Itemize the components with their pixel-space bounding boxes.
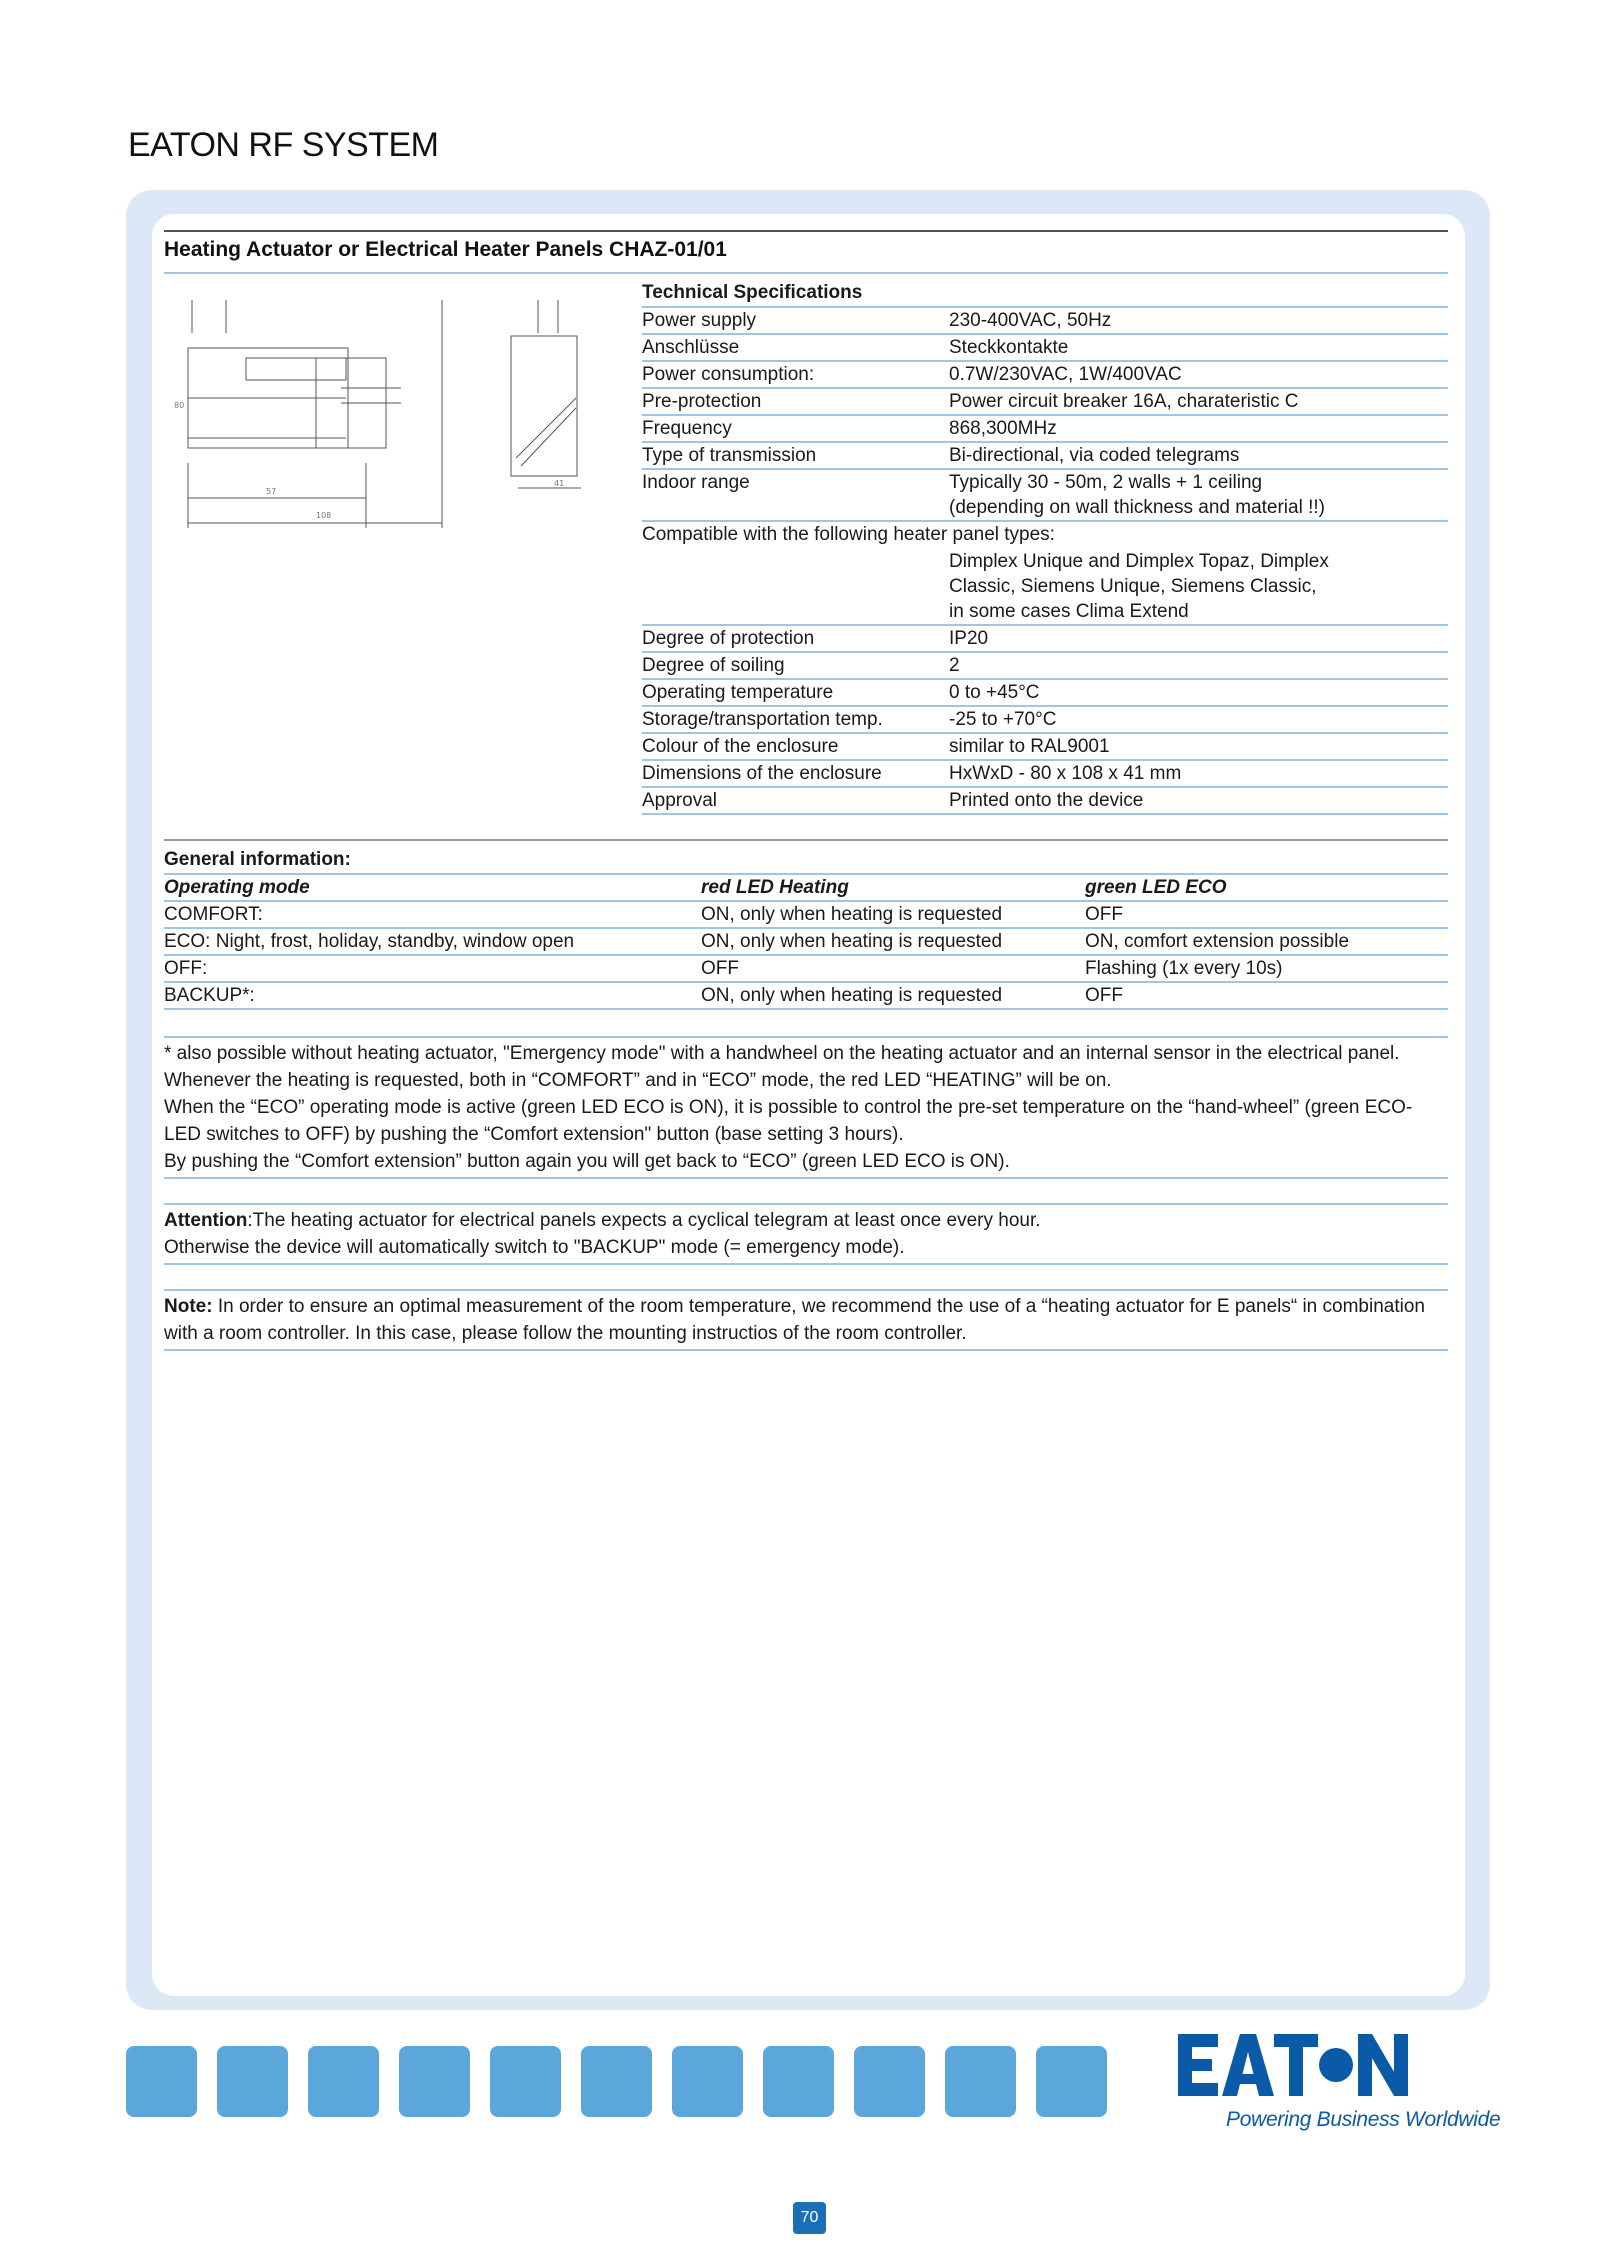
decor-square xyxy=(217,2046,288,2117)
spec-value: 230-400VAC, 50Hz xyxy=(949,310,1112,331)
brand-tagline: Powering Business Worldwide xyxy=(1226,2108,1501,2131)
column-header: Operating mode xyxy=(164,875,701,901)
spec-value: Printed onto the device xyxy=(949,790,1144,811)
table-cell: Flashing (1x every 10s) xyxy=(1085,955,1448,982)
spec-label: Degree of protection xyxy=(642,628,815,649)
attention-text-2: Otherwise the device will automatically switch to "BACKUP" mode (= emergency mode). xyxy=(164,1237,905,1258)
spec-value-line: Typically 30 - 50m, 2 walls + 1 ceiling xyxy=(949,472,1263,493)
table-cell: ON, comfort extension possible xyxy=(1085,928,1448,955)
note-label: Note: xyxy=(164,1296,213,1317)
compatible-line: Classic, Siemens Unique, Siemens Classic, xyxy=(949,576,1317,597)
eaton-logo xyxy=(1178,2030,1408,2100)
spec-row xyxy=(642,443,1448,470)
attention-text: :The heating actuator for electrical panels expects a cyclical telegram at least once every hour. xyxy=(247,1210,1041,1231)
spec-row xyxy=(642,626,1448,653)
spec-label: Power supply xyxy=(642,310,757,331)
table-header-row xyxy=(164,875,1448,901)
general-info-heading: General information: xyxy=(164,841,1448,875)
decor-square xyxy=(126,2046,197,2117)
decor-square xyxy=(1036,2046,1107,2117)
spec-value: IP20 xyxy=(949,628,989,649)
compatible-line: in some cases Clima Extend xyxy=(949,601,1189,622)
spec-value: Power circuit breaker 16A, charateristic C xyxy=(949,391,1299,412)
decor-square xyxy=(672,2046,743,2117)
table-cell: ON, only when heating is requested xyxy=(701,901,1085,928)
table-cell: BACKUP*: xyxy=(164,982,701,1009)
page-header-title: EATON RF SYSTEM xyxy=(128,126,439,164)
spec-label: Dimensions of the enclosure xyxy=(642,763,882,784)
note-line: * also possible without heating actuator, "Emergency mode" with a handwheel on the heating actuator and an internal sensor in the electrical panel. xyxy=(164,1043,1400,1064)
spec-label: Operating temperature xyxy=(642,682,834,703)
svg-text:108: 108 xyxy=(316,511,332,520)
table-row xyxy=(164,928,1448,955)
technical-specifications xyxy=(642,274,1448,829)
drawing-and-specs xyxy=(164,274,1448,829)
spec-label: Degree of soiling xyxy=(642,655,785,676)
decor-square xyxy=(945,2046,1016,2117)
compatible-label-row xyxy=(642,522,1448,549)
spec-label: Storage/transportation temp. xyxy=(642,709,883,730)
specs-heading: Technical Specifications xyxy=(642,274,1448,308)
table-cell: ON, only when heating is requested xyxy=(701,928,1085,955)
spec-row xyxy=(642,389,1448,416)
table-row xyxy=(164,955,1448,982)
spec-row xyxy=(642,761,1448,788)
svg-text:57: 57 xyxy=(266,487,277,496)
notes-paragraph xyxy=(164,1036,1448,1179)
table-cell: OFF xyxy=(1085,982,1448,1009)
table-cell: ECO: Night, frost, holiday, standby, window open xyxy=(164,928,701,955)
column-header: red LED Heating xyxy=(701,875,1085,901)
operating-modes-table xyxy=(164,875,1448,1010)
table-cell: OFF xyxy=(1085,901,1448,928)
technical-drawing xyxy=(164,274,642,829)
spec-label: Frequency xyxy=(642,418,732,439)
compatible-label: Compatible with the following heater panel types: xyxy=(642,524,1055,545)
spec-label: Power consumption: xyxy=(642,364,815,385)
note-line: When the “ECO” operating mode is active (green LED ECO is ON), it is possible to control the pre-set temperature on the “hand-wheel” (green ECO-LED switches to OFF) by pushing the “Comfort extension" button (base setting 3 hours). xyxy=(164,1097,1413,1145)
spec-value-line: (depending on wall thickness and material !!) xyxy=(949,497,1325,518)
spec-value: 868,300MHz xyxy=(949,418,1057,439)
spec-label: Type of transmission xyxy=(642,445,817,466)
compatible-line: Dimplex Unique and Dimplex Topaz, Dimplex xyxy=(949,551,1329,572)
decor-square xyxy=(581,2046,652,2117)
attention-paragraph xyxy=(164,1203,1448,1265)
spec-row xyxy=(642,707,1448,734)
attention-label: Attention xyxy=(164,1210,248,1231)
spec-row xyxy=(642,335,1448,362)
table-cell: OFF: xyxy=(164,955,701,982)
column-header: green LED ECO xyxy=(1085,875,1448,901)
spec-label: Indoor range xyxy=(642,472,750,493)
spec-label: Anschlüsse xyxy=(642,337,740,358)
note-paragraph xyxy=(164,1289,1448,1351)
spec-value: -25 to +70°C xyxy=(949,709,1057,730)
main-content xyxy=(164,230,1448,1351)
spec-row xyxy=(642,308,1448,335)
spec-value: similar to RAL9001 xyxy=(949,736,1110,757)
device-dimension-drawing xyxy=(166,288,636,538)
decor-square xyxy=(490,2046,561,2117)
spec-value: Bi-directional, via coded telegrams xyxy=(949,445,1240,466)
spec-label: Approval xyxy=(642,790,717,811)
decorative-squares xyxy=(126,2046,1107,2117)
section-title: Heating Actuator or Electrical Heater Panels CHAZ-01/01 xyxy=(164,232,1448,274)
spec-row xyxy=(642,470,1448,522)
spec-row xyxy=(642,653,1448,680)
spec-label: Colour of the enclosure xyxy=(642,736,839,757)
spec-value: 0.7W/230VAC, 1W/400VAC xyxy=(949,364,1182,385)
page-number: 70 xyxy=(793,2202,826,2234)
spec-label: Pre-protection xyxy=(642,391,762,412)
table-cell: ON, only when heating is requested xyxy=(701,982,1085,1009)
spec-value: 2 xyxy=(949,655,960,676)
spec-row xyxy=(642,362,1448,389)
spec-row xyxy=(642,416,1448,443)
spec-value: HxWxD - 80 x 108 x 41 mm xyxy=(949,763,1182,784)
spec-value: Steckkontakte xyxy=(949,337,1069,358)
svg-text:41: 41 xyxy=(554,479,565,488)
decor-square xyxy=(308,2046,379,2117)
svg-text:80: 80 xyxy=(174,401,185,410)
note-line: By pushing the “Comfort extension” button again you will get back to “ECO” (green LED ECO is ON). xyxy=(164,1151,1010,1172)
compatible-types xyxy=(949,549,1448,624)
table-cell: OFF xyxy=(701,955,1085,982)
compatible-types-row xyxy=(642,549,1448,626)
decor-square xyxy=(854,2046,925,2117)
spec-row xyxy=(642,788,1448,815)
spec-value: 0 to +45°C xyxy=(949,682,1040,703)
note-line: Whenever the heating is requested, both in “COMFORT” and in “ECO” mode, the red LED “HEATING” will be on. xyxy=(164,1070,1112,1091)
decor-square xyxy=(399,2046,470,2117)
table-row xyxy=(164,901,1448,928)
table-row xyxy=(164,982,1448,1009)
table-cell: COMFORT: xyxy=(164,901,701,928)
spec-row xyxy=(642,680,1448,707)
decor-square xyxy=(763,2046,834,2117)
spec-row xyxy=(642,734,1448,761)
note-text: In order to ensure an optimal measurement of the room temperature, we recommend the use of a “heating actuator for E panels“ in combination with a room controller. In this case, please follow the mounting instructios of the room controller. xyxy=(164,1296,1425,1344)
spec-value xyxy=(949,470,1448,520)
